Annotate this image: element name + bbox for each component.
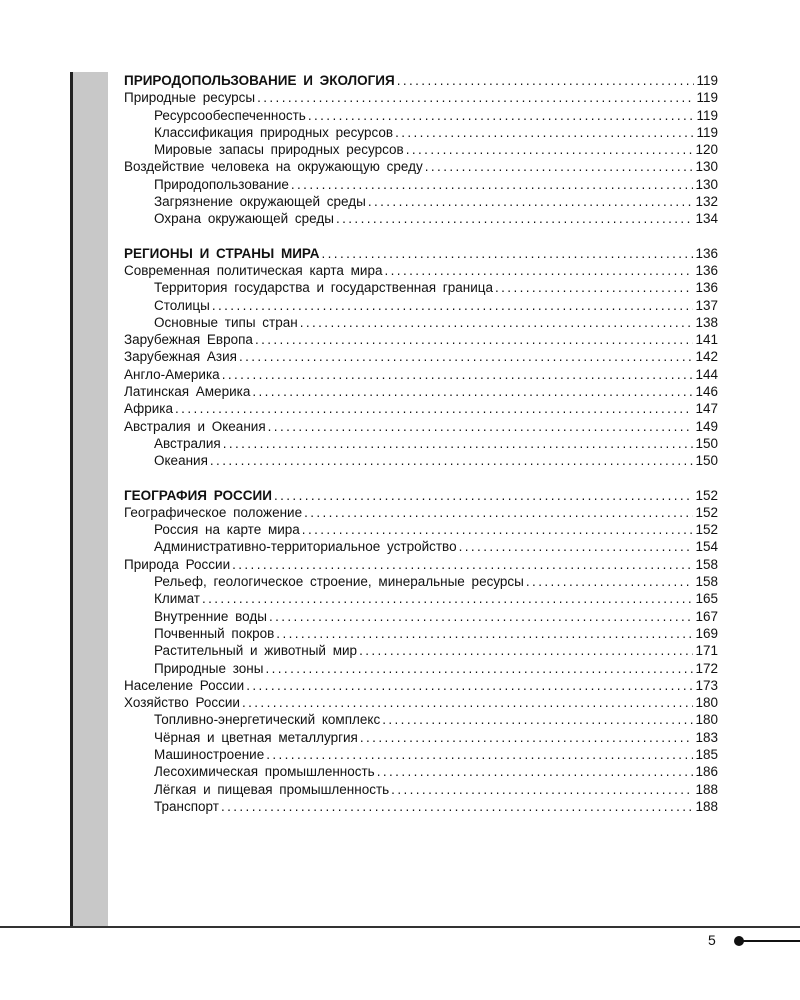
dot-leader: [302, 521, 694, 538]
toc-entry-page: 186: [695, 764, 718, 780]
toc-entry: [124, 746, 718, 763]
toc-entry-title: Внутренние воды: [154, 608, 267, 624]
toc-entry: [124, 590, 718, 607]
toc-entry: [124, 781, 718, 798]
dot-leader: [425, 158, 694, 175]
toc-entry: [124, 798, 718, 815]
toc-entry-title: Австралия: [154, 435, 221, 451]
toc-entry-title: Англо-Америка: [124, 366, 220, 382]
dot-leader: [255, 331, 694, 348]
toc-entry-title: Воздействие человека на окружающую среду: [124, 159, 423, 175]
dot-leader: [266, 746, 693, 763]
toc-entry-title: Столицы: [154, 297, 210, 313]
toc-entry-title: Латинская Америка: [124, 384, 251, 400]
toc-entry-page: 119: [696, 73, 718, 88]
toc-entry-page: 158: [695, 556, 718, 572]
toc-entry-page: 152: [695, 522, 718, 538]
toc-entry-page: 132: [695, 194, 718, 210]
toc-entry-page: 185: [695, 746, 718, 762]
toc-entry: [124, 297, 718, 314]
toc-entry-page: 147: [695, 401, 718, 417]
toc-section-heading: [124, 72, 718, 89]
dot-leader: [221, 798, 694, 815]
toc-entry-title: Зарубежная Азия: [124, 349, 237, 365]
toc-entry: [124, 262, 718, 279]
toc-entry-title: Хозяйство России: [124, 695, 240, 711]
dot-leader: [242, 694, 694, 711]
toc-entry-page: 136: [695, 262, 718, 278]
dot-leader: [268, 418, 694, 435]
toc-entry-title: ГЕОГРАФИЯ РОССИИ: [124, 487, 272, 503]
dot-leader: [202, 590, 694, 607]
toc-entry-page: 119: [696, 107, 718, 123]
toc-entry: [124, 193, 718, 210]
page-number: 5: [708, 932, 716, 948]
toc-entry: [124, 677, 718, 694]
toc-entry-title: Загрязнение окружающей среды: [154, 194, 366, 210]
dot-leader: [175, 400, 693, 417]
toc-entry-title: Почвенный покров: [154, 625, 275, 641]
page-marker-line: [742, 940, 800, 942]
toc-entry-page: 138: [695, 314, 718, 330]
toc-entry-page: 136: [695, 280, 718, 296]
toc-entry: [124, 124, 718, 141]
dot-leader: [246, 677, 693, 694]
toc-entry-page: 136: [695, 245, 718, 261]
toc-entry: [124, 331, 718, 348]
toc-entry-title: Океания: [154, 453, 208, 469]
toc-entry-page: 152: [695, 487, 718, 503]
toc-entry-page: 169: [695, 625, 718, 641]
toc-entry-page: 171: [695, 643, 718, 659]
dot-leader: [291, 176, 694, 193]
toc-entry-page: 130: [695, 159, 718, 175]
toc-entry-title: Лёгкая и пищевая промышленность: [154, 781, 390, 797]
toc-entry-title: ПРИРОДОПОЛЬЗОВАНИЕ И ЭКОЛОГИЯ: [124, 73, 395, 88]
toc-entry-page: 119: [696, 124, 718, 140]
dot-leader: [222, 366, 694, 383]
dot-leader: [300, 314, 694, 331]
toc-entry-page: 134: [695, 211, 718, 227]
toc-entry-page: 180: [695, 695, 718, 711]
dot-leader: [495, 279, 693, 296]
dot-leader: [359, 642, 693, 659]
toc-entry-page: 154: [695, 539, 718, 555]
toc-entry-page: 167: [695, 608, 718, 624]
toc-entry-page: 188: [695, 798, 718, 814]
toc-entry-page: 158: [695, 574, 718, 590]
dot-leader: [391, 781, 693, 798]
toc-entry-page: 172: [695, 660, 718, 676]
toc-entry-page: 146: [695, 384, 718, 400]
dot-leader: [382, 711, 693, 728]
dot-leader: [385, 262, 694, 279]
toc-entry-page: 137: [695, 297, 718, 313]
toc-entry-title: Природные зоны: [154, 660, 264, 676]
dot-leader: [210, 452, 694, 469]
toc-entry: [124, 348, 718, 365]
toc-entry-title: Административно-территориальное устройство: [154, 539, 457, 555]
toc-entry-title: Чёрная и цветная металлургия: [154, 729, 358, 745]
toc-entry-title: Рельеф, геологическое строение, минеральные ресурсы: [154, 574, 524, 590]
toc-entry-title: Охрана окружающей среды: [154, 211, 334, 227]
toc-section: [124, 487, 718, 816]
toc-entry: [124, 176, 718, 193]
dot-leader: [406, 141, 694, 158]
toc-section-heading: [124, 245, 718, 262]
toc-entry-page: 188: [695, 781, 718, 797]
toc-entry: [124, 314, 718, 331]
toc-entry-title: Современная политическая карта мира: [124, 262, 383, 278]
toc-entry-page: 141: [695, 332, 718, 348]
toc-entry: [124, 418, 718, 435]
toc-entry-page: 130: [695, 176, 718, 192]
dot-leader: [322, 245, 694, 262]
toc-entry: [124, 141, 718, 158]
dot-leader: [274, 487, 694, 504]
toc-entry-title: Зарубежная Европа: [124, 332, 253, 348]
toc-entry: [124, 452, 718, 469]
toc-entry-title: Лесохимическая промышленность: [154, 764, 375, 780]
toc-entry: [124, 521, 718, 538]
toc-entry-title: Африка: [124, 401, 174, 417]
dot-leader: [377, 763, 694, 780]
toc-entry: [124, 573, 718, 590]
toc-entry: [124, 660, 718, 677]
toc-entry-title: Ресурсообеспеченность: [154, 107, 306, 123]
toc-entry-title: Природопользование: [154, 176, 289, 192]
toc-section-heading: [124, 487, 718, 504]
toc-entry-page: 173: [695, 677, 718, 693]
toc-entry-page: 119: [696, 90, 718, 106]
toc-section: [124, 245, 718, 470]
toc-entry-title: Россия на карте мира: [154, 522, 300, 538]
toc-entry: [124, 625, 718, 642]
toc-entry-page: 120: [695, 142, 718, 158]
dot-leader: [459, 538, 694, 555]
toc-entry: [124, 504, 718, 521]
dot-leader: [265, 660, 693, 677]
toc-entry-title: Географическое положение: [124, 504, 303, 520]
dot-leader: [336, 210, 693, 227]
dot-leader: [239, 348, 694, 365]
toc-entry-page: 152: [695, 504, 718, 520]
toc-entry-page: 180: [695, 712, 718, 728]
toc-entry-title: Транспорт: [154, 798, 219, 814]
toc-entry-title: Население России: [124, 677, 245, 693]
toc-entry-page: 149: [695, 418, 718, 434]
toc-entry: [124, 383, 718, 400]
toc-entry: [124, 711, 718, 728]
dot-leader: [308, 107, 695, 124]
toc-entry-title: Климат: [154, 591, 200, 607]
dot-leader: [360, 729, 694, 746]
dot-leader: [223, 435, 694, 452]
toc-entry: [124, 366, 718, 383]
footer-rule: [0, 926, 800, 928]
toc-entry: [124, 89, 718, 106]
toc-entry: [124, 642, 718, 659]
toc-entry-title: Территория государства и государственная граница: [154, 280, 493, 296]
toc-entry: [124, 107, 718, 124]
toc-entry: [124, 158, 718, 175]
toc-entry-title: Основные типы стран: [154, 314, 298, 330]
toc-entry: [124, 279, 718, 296]
toc-section: [124, 72, 718, 228]
dot-leader: [276, 625, 693, 642]
toc-entry-page: 144: [695, 366, 718, 382]
toc-entry-title: Классификация природных ресурсов: [154, 124, 394, 140]
toc-entry-page: 183: [695, 729, 718, 745]
dot-leader: [257, 89, 694, 106]
dot-leader: [212, 297, 694, 314]
toc-entry-title: Природа России: [124, 556, 231, 572]
dot-leader: [526, 573, 694, 590]
toc-entry: [124, 729, 718, 746]
toc-entry-title: Машиностроение: [154, 746, 265, 762]
toc-entry: [124, 435, 718, 452]
toc-entry-title: Австралия и Океания: [124, 418, 266, 434]
left-gray-band: [73, 72, 108, 928]
toc-entry-page: 150: [695, 435, 718, 451]
toc-entry: [124, 608, 718, 625]
toc-entry-page: 150: [695, 453, 718, 469]
toc-entry-title: Природные ресурсы: [124, 90, 256, 106]
toc-entry-page: 165: [695, 591, 718, 607]
toc-entry-title: Топливно-энергетический комплекс: [154, 712, 381, 728]
toc-entry-title: Мировые запасы природных ресурсов: [154, 142, 404, 158]
toc-entry-title: РЕГИОНЫ И СТРАНЫ МИРА: [124, 245, 320, 261]
toc-entry: [124, 763, 718, 780]
toc-entry: [124, 556, 718, 573]
dot-leader: [368, 193, 694, 210]
dot-leader: [397, 72, 695, 89]
toc-entry-page: 142: [695, 349, 718, 365]
dot-leader: [269, 608, 694, 625]
toc-entry: [124, 538, 718, 555]
table-of-contents: [124, 72, 718, 832]
toc-entry: [124, 400, 718, 417]
toc-entry: [124, 210, 718, 227]
dot-leader: [252, 383, 693, 400]
toc-entry: [124, 694, 718, 711]
dot-leader: [395, 124, 694, 141]
dot-leader: [232, 556, 693, 573]
dot-leader: [304, 504, 693, 521]
toc-entry-title: Растительный и животный мир: [154, 643, 358, 659]
